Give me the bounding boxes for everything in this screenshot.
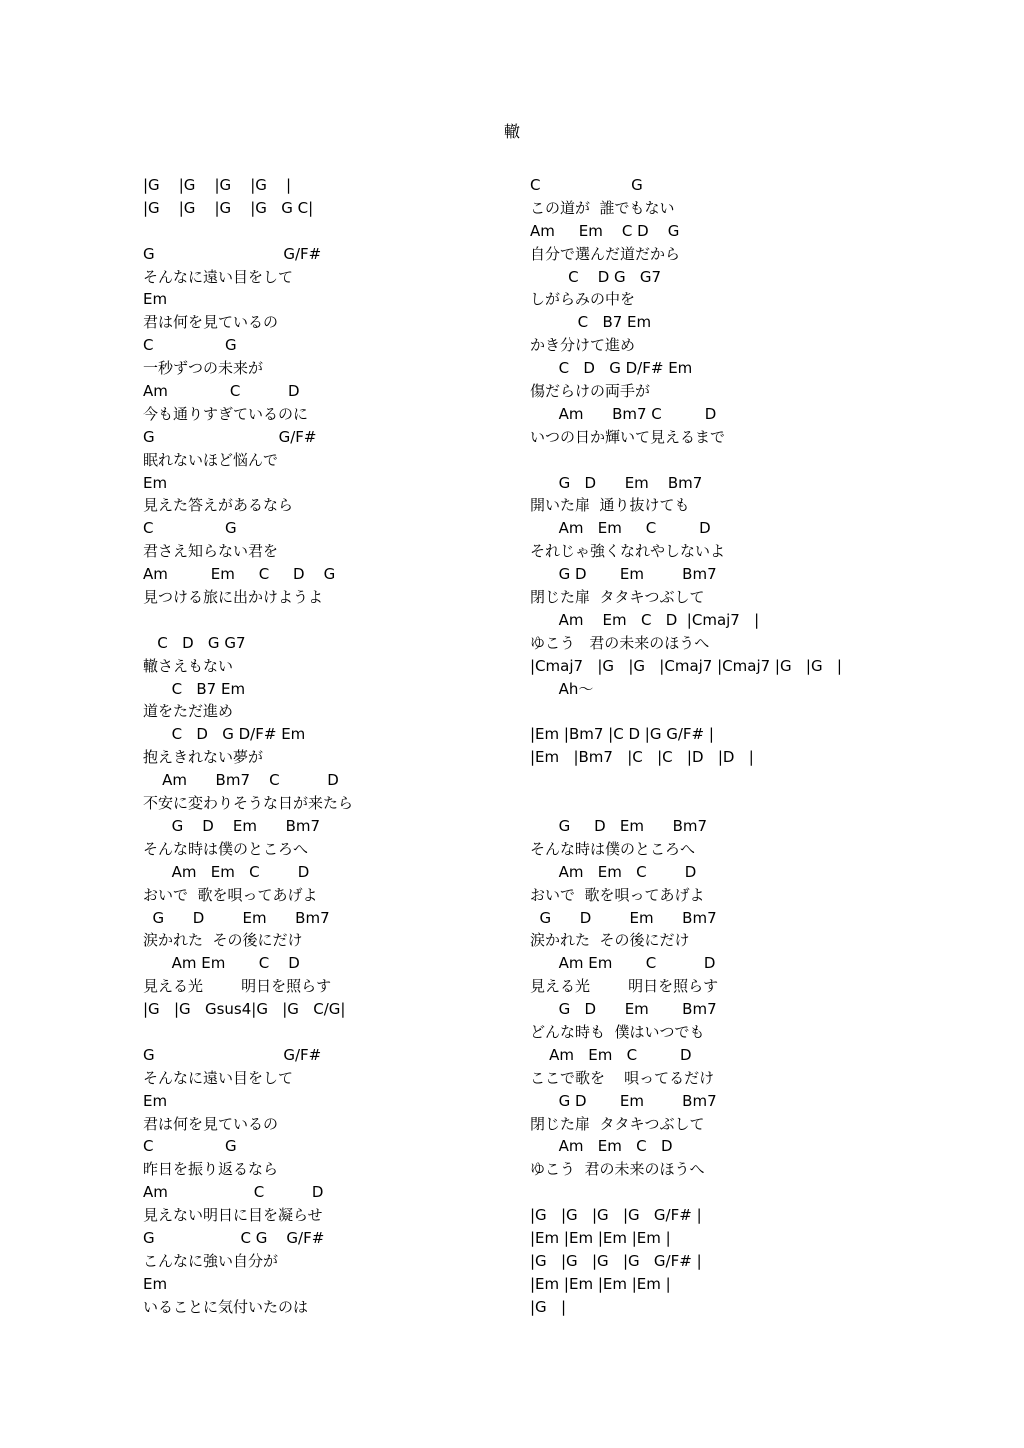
- song-line: Am Em C D G: [530, 221, 680, 240]
- song-line: C G: [530, 176, 643, 194]
- song-line: 閉じた扉 タタキつぶして: [530, 1114, 705, 1133]
- song-line: [530, 449, 1000, 472]
- song-line: 開いた扉 通り抜けても: [530, 496, 690, 515]
- song-line: |G |G Gsus4|G |G C/G|: [143, 1000, 346, 1019]
- song-line: Am Em C D |Cmaj7 |: [530, 610, 760, 629]
- song-line: 不安に変わりそうな日が来たら: [143, 794, 354, 813]
- song-line: 道をただ進め: [143, 702, 234, 721]
- song-line: |G |G |G |G G C|: [143, 198, 314, 217]
- song-line: [530, 792, 1000, 815]
- song-line: C D G D/F# Em: [143, 725, 306, 744]
- song-line: C D G D/F# Em: [530, 359, 693, 378]
- song-line: 傷だらけの両手が: [530, 382, 651, 401]
- song-line: |Em |Em |Em |Em |: [530, 1228, 671, 1247]
- song-line: |Cmaj7 |G |G |Cmaj7 |Cmaj7 |G |G |: [530, 656, 842, 675]
- song-line: Am Em C D: [530, 1137, 673, 1156]
- song-line: C G: [143, 519, 237, 538]
- song-line: 昨日を振り返るなら: [143, 1160, 279, 1179]
- song-line: どんな時も 僕はいつでも: [530, 1022, 705, 1041]
- song-line: |Em |Em |Em |Em |: [530, 1274, 671, 1293]
- song-line: Am Bm7 C D: [143, 771, 339, 790]
- song-line: いることに気付いたのは: [143, 1297, 309, 1316]
- song-line: 君は何を見ているの: [143, 313, 279, 332]
- song-line: 見える光 明日を照らす: [530, 977, 719, 996]
- song-line: この道が 誰でもない: [530, 198, 675, 217]
- song-line: Em: [143, 290, 168, 309]
- song-line: Em: [143, 1091, 168, 1110]
- song-line: 轍さえもない: [143, 656, 234, 675]
- song-line: Am C D: [143, 382, 300, 401]
- song-line: G G/F#: [143, 244, 322, 263]
- song-line: 涙かれた その後にだけ: [143, 931, 303, 950]
- song-line: |Em |Bm7 |C |C |D |D |: [530, 748, 754, 767]
- song-line: G G/F#: [143, 1045, 322, 1064]
- song-line: ゆこう 君の未来のほうへ: [530, 633, 710, 652]
- song-line: Em: [143, 1274, 168, 1293]
- song-line: G D Em Bm7: [530, 908, 717, 927]
- song-line: そんな時は僕のところへ: [143, 839, 309, 858]
- song-line: 閉じた扉 タタキつぶして: [530, 588, 705, 607]
- song-line: C D G G7: [530, 267, 662, 286]
- song-line: Ah〜: [530, 679, 594, 698]
- song-line: こんなに強い自分が: [143, 1251, 279, 1270]
- song-line: Am C D: [143, 1183, 324, 1202]
- song-line: 君は何を見ているの: [143, 1114, 279, 1133]
- song-line: しがらみの中を: [530, 290, 636, 309]
- right-column: [530, 174, 1000, 1319]
- song-line: Am Bm7 C D: [530, 404, 717, 423]
- song-line: G C G G/F#: [143, 1228, 325, 1247]
- song-title: 轍: [503, 122, 520, 141]
- song-line: |G |: [530, 1297, 567, 1316]
- song-line: ゆこう 君の未来のほうへ: [530, 1160, 705, 1179]
- song-line: Am Em C D G: [143, 565, 336, 584]
- song-line: G D Em Bm7: [143, 816, 321, 835]
- song-line: 抱えきれない夢が: [143, 748, 264, 767]
- song-line: G D Em Bm7: [530, 565, 717, 584]
- song-line: |Em |Bm7 |C D |G G/F# |: [530, 725, 714, 744]
- song-line: Am Em C D: [530, 1045, 692, 1064]
- song-line: [530, 1181, 1000, 1204]
- song-line: Am Em C D: [143, 862, 310, 881]
- song-line: ここで歌を 唄ってるだけ: [530, 1068, 715, 1087]
- song-line: G D Em Bm7: [530, 816, 708, 835]
- song-line: 涙かれた その後にだけ: [530, 931, 690, 950]
- song-line: Am Em C D: [530, 954, 716, 973]
- song-line: Em: [143, 473, 168, 492]
- song-line: [530, 700, 1000, 723]
- song-line: G D Em Bm7: [530, 1000, 717, 1019]
- song-line: Am Em C D: [530, 519, 711, 538]
- song-line: G G/F#: [143, 427, 317, 446]
- song-line: 君さえ知らない君を: [143, 542, 279, 561]
- song-line: |G |G |G |G G/F# |: [530, 1206, 702, 1225]
- song-line: 今も通りすぎているのに: [143, 404, 309, 423]
- song-line: Am Em C D: [143, 954, 300, 973]
- song-line: いつの日か輝いて見えるまで: [530, 427, 726, 446]
- song-line: そんな時は僕のところへ: [530, 839, 696, 858]
- song-line: G D Em Bm7: [530, 473, 703, 492]
- song-line: 見えた答えがあるなら: [143, 496, 294, 515]
- song-line: G D Em Bm7: [530, 1091, 717, 1110]
- song-line: それじゃ強くなれやしないよ: [530, 542, 726, 561]
- song-line: Am Em C D: [530, 862, 697, 881]
- song-line: C B7 Em: [530, 313, 652, 332]
- song-line: G D Em Bm7: [143, 908, 330, 927]
- song-line: 眠れないほど悩んで: [143, 450, 279, 469]
- song-line: C D G G7: [143, 633, 246, 652]
- song-line: おいで 歌を唄ってあげよ: [530, 885, 705, 904]
- song-line: C G: [143, 1137, 237, 1156]
- song-line: C G: [143, 336, 237, 355]
- song-line: そんなに遠い目をして: [143, 267, 294, 286]
- song-line: 見える光 明日を照らす: [143, 977, 332, 996]
- song-line: 見えない明日に目を凝らせ: [143, 1206, 323, 1225]
- song-line: かき分けて進め: [530, 336, 636, 355]
- song-line: そんなに遠い目をして: [143, 1068, 294, 1087]
- song-line: [530, 769, 1000, 792]
- song-line: 見つける旅に出かけようよ: [143, 588, 324, 607]
- song-line: 自分で選んだ道だから: [530, 244, 681, 263]
- song-line: おいで 歌を唄ってあげよ: [143, 885, 318, 904]
- song-line: |G |G |G |G G/F# |: [530, 1251, 702, 1270]
- song-line: C B7 Em: [143, 679, 246, 698]
- song-line: 一秒ずつの未来が: [143, 359, 264, 378]
- song-line: |G |G |G |G |: [143, 176, 292, 194]
